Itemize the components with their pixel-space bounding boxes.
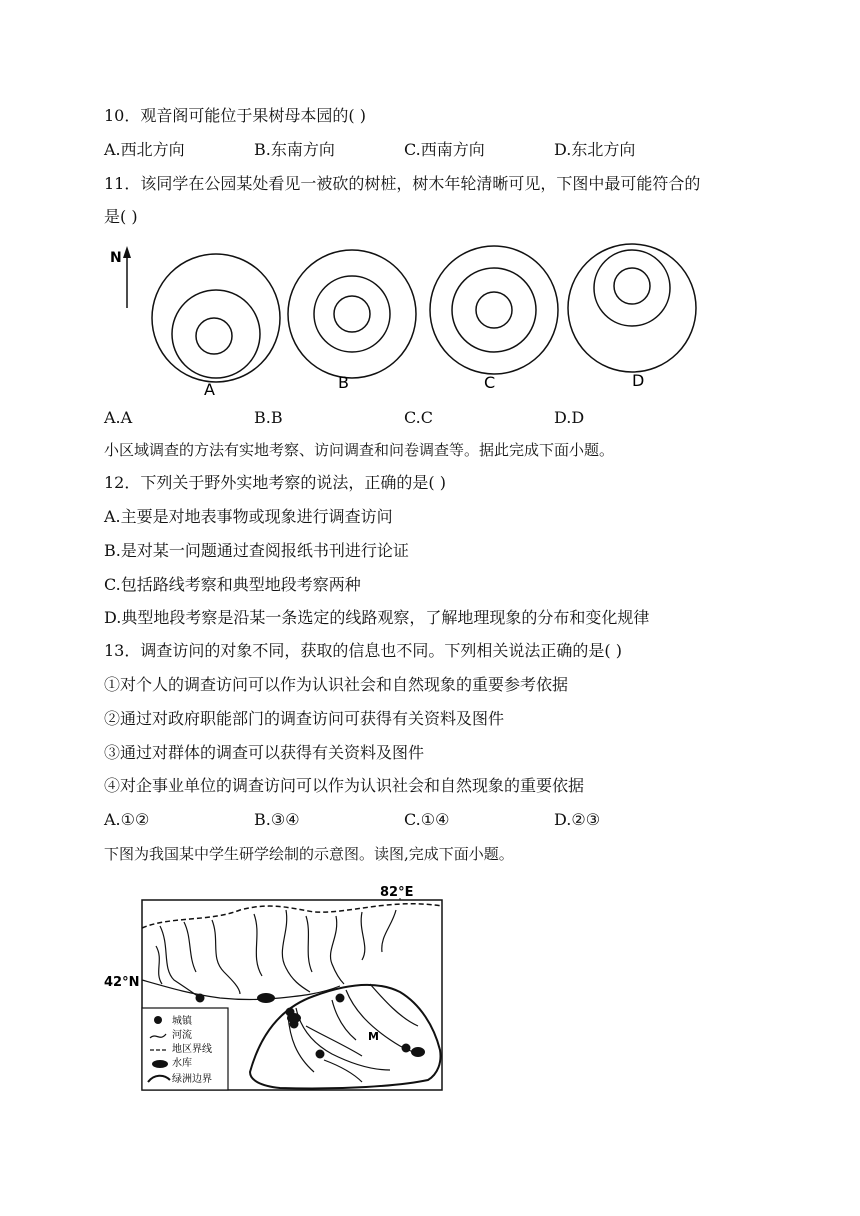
q13-option-b: B.③④	[254, 810, 300, 829]
q13-statement-1: ①对个人的调查访问可以作为认识社会和自然现象的重要参考依据	[104, 675, 569, 694]
point-m-label: M	[368, 1030, 379, 1043]
north-arrow-icon	[110, 246, 131, 308]
q11-option-a: A.A	[104, 408, 133, 427]
q13-option-d: D.②③	[554, 810, 601, 829]
oasis-map	[100, 876, 460, 1096]
label-d: D	[632, 371, 645, 390]
q11-stem-line1: 11．该同学在公园某处看见一被砍的树桩，树木年轮清晰可见，下图中最可能符合的	[104, 174, 701, 193]
q12-option-a: A.主要是对地表事物或现象进行调查访问	[104, 507, 393, 526]
legend-river: 河流	[172, 1030, 192, 1041]
tree-ring-a	[152, 254, 280, 382]
q13-option-a: A.①②	[104, 810, 150, 829]
label-c: C	[484, 373, 496, 392]
q12-option-b: B.是对某一问题通过查阅报纸书刊进行论证	[104, 541, 409, 560]
q11-option-b: B.B	[254, 408, 283, 427]
q12-stem: 12．下列关于野外实地考察的说法，正确的是( )	[104, 473, 446, 492]
label-b: B	[338, 373, 349, 392]
q13-statement-2: ②通过对政府职能部门的调查访问可获得有关资料及图件	[104, 709, 505, 728]
tree-ring-d	[568, 244, 696, 372]
intro-map: 下图为我国某中学生研学绘制的示意图。读图,完成下面小题。	[104, 845, 514, 863]
q11-option-c: C.C	[404, 408, 433, 427]
label-a: A	[204, 380, 215, 398]
q13-option-c: C.①④	[404, 810, 450, 829]
north-label: N	[110, 250, 122, 266]
legend-town: 城镇	[172, 1016, 192, 1027]
legend-town-icon	[154, 1016, 162, 1024]
lat-label: 42°N	[104, 975, 140, 990]
q11-option-d: D.D	[554, 408, 585, 427]
lon-label: 82°E	[380, 885, 414, 900]
q13-stem: 13．调查访问的对象不同，获取的信息也不同。下列相关说法正确的是( )	[104, 641, 622, 660]
q10-option-d: D.东北方向	[554, 140, 636, 159]
q12-option-c: C.包括路线考察和典型地段考察两种	[104, 575, 361, 594]
q10-option-a: A.西北方向	[104, 140, 185, 159]
q10-option-c: C.西南方向	[404, 140, 485, 159]
map-legend	[142, 1008, 228, 1090]
tree-ring-figure	[100, 238, 760, 398]
q11-stem-line2: 是( )	[104, 207, 138, 226]
intro-12-13: 小区域调查的方法有实地考察、访问调查和问卷调查等。据此完成下面小题。	[104, 441, 615, 459]
legend-reservoir-icon	[152, 1060, 168, 1068]
q12-option-d: D.典型地段考察是沿某一条选定的线路观察，了解地理现象的分布和变化规律	[104, 608, 650, 627]
legend-reservoir: 水库	[172, 1058, 192, 1069]
q10-option-b: B.东南方向	[254, 140, 335, 159]
legend-oasis-boundary: 绿洲边界	[172, 1074, 212, 1085]
q13-statement-4: ④对企事业单位的调查访问可以作为认识社会和自然现象的重要依据	[104, 776, 585, 795]
tree-ring-c	[430, 246, 558, 374]
q13-statement-3: ③通过对群体的调查可以获得有关资料及图件	[104, 743, 425, 762]
legend-region-boundary: 地区界线	[172, 1044, 212, 1055]
q10-stem: 10．观音阁可能位于果树母本园的( )	[104, 106, 366, 125]
tree-ring-b	[288, 250, 416, 378]
